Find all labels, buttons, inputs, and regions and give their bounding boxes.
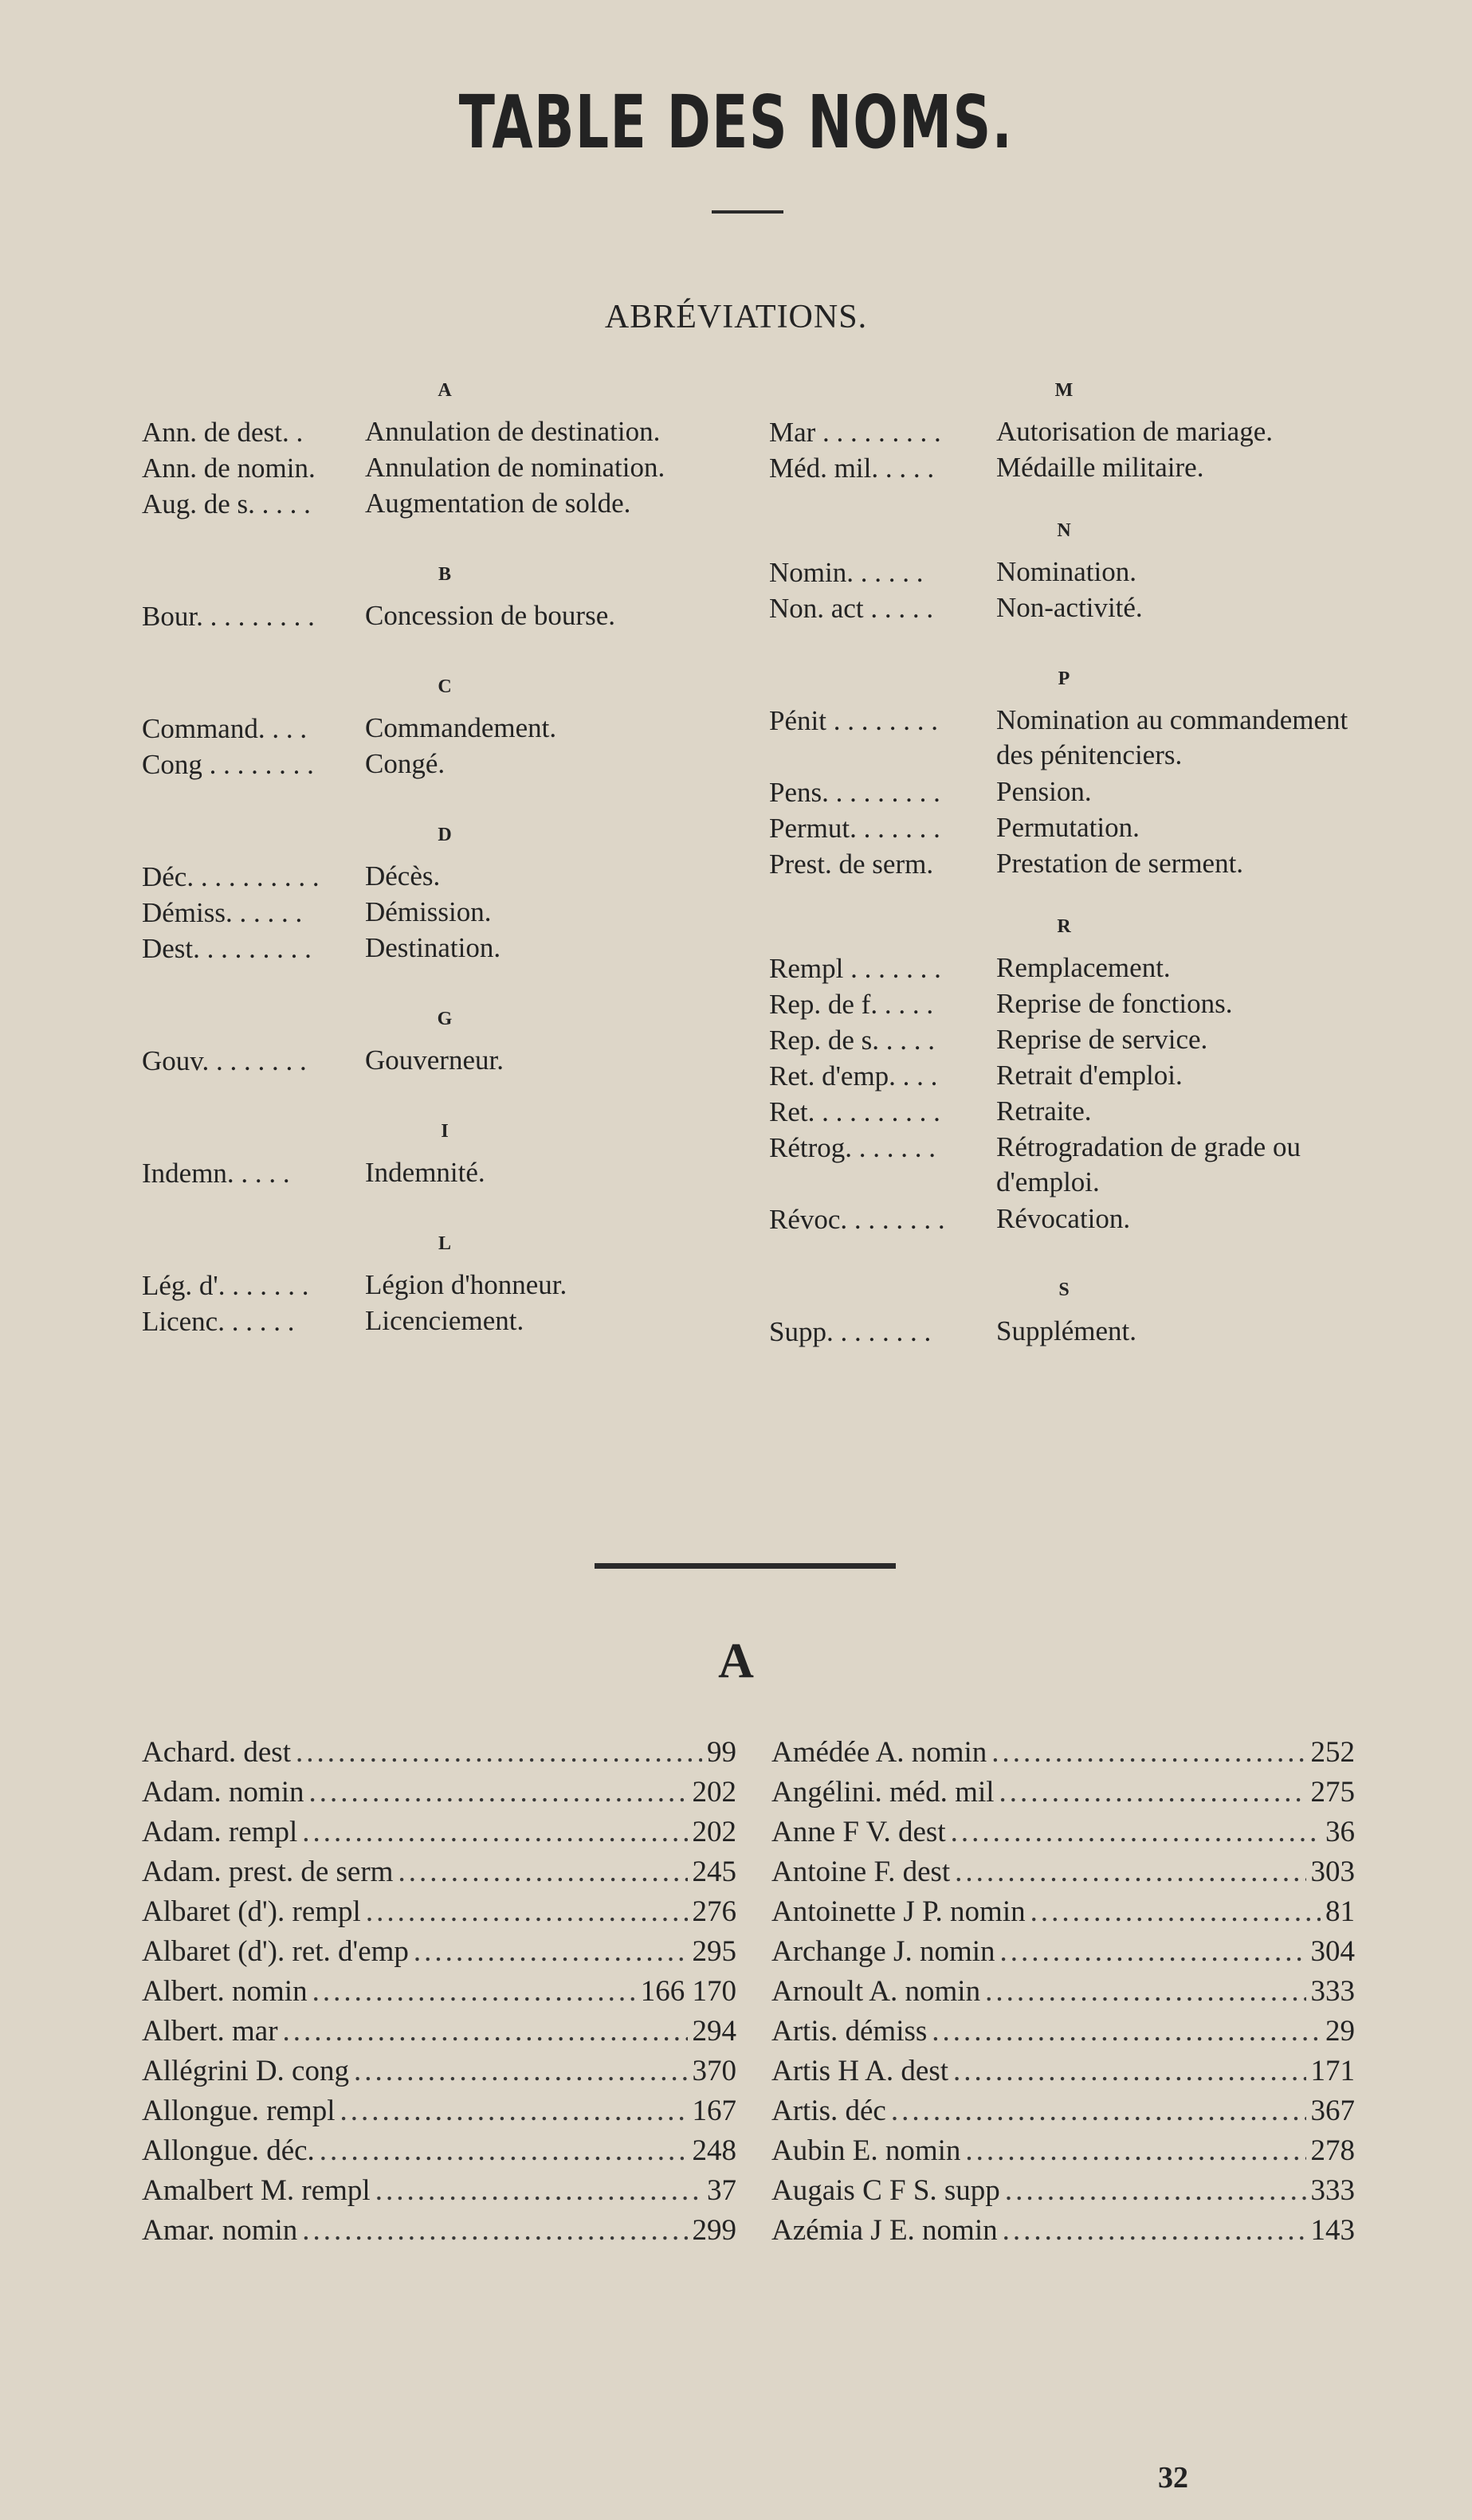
index-entry-page: 36 [1325, 1816, 1355, 1848]
abbreviation-term: Permut. . . . . . . [769, 813, 940, 844]
abbreviation-term: Ret. . . . . . . . . . [769, 1096, 940, 1127]
abbreviation-term: Bour. . . . . . . . . [142, 601, 315, 632]
dot-leader [308, 1773, 687, 1813]
abbreviation-entry [769, 1314, 1359, 1350]
abbreviation-meaning: Congé. [365, 748, 446, 779]
index-entry-name: Albert. nomin [142, 1975, 308, 2008]
dot-leader [375, 2171, 702, 2211]
abbreviation-meaning: Reprise de service. [996, 1024, 1208, 1055]
index-entry-page: 81 [1325, 1895, 1355, 1928]
abbreviation-meaning: Concession de bourse. [365, 600, 615, 631]
index-entry-name: Allongue. rempl [142, 2095, 336, 2127]
abbreviation-meaning: Destination. [365, 932, 501, 963]
abbreviation-meaning: Indemnité. [365, 1157, 485, 1188]
dot-leader [366, 1892, 688, 1932]
index-entry [142, 1773, 736, 1813]
abbreviation-entry [769, 774, 1359, 810]
abbreviation-entry [769, 590, 1359, 626]
index-entry-page: 167 [692, 2095, 736, 2127]
abbreviation-entry [142, 486, 748, 522]
index-entry-page: 276 [692, 1895, 736, 1928]
abbreviation-meaning: Décès. [365, 860, 441, 892]
index-entry [142, 1972, 736, 2012]
index-entry [142, 2052, 736, 2091]
dot-leader [1030, 1892, 1321, 1932]
abbreviation-meaning: Rétrogradation de grade ou d'emploi. [996, 1131, 1301, 1197]
letter-heading-s: S [1058, 1280, 1070, 1300]
abbreviation-term: Aug. de s. . . . . [142, 488, 311, 519]
index-entry-page: 275 [1310, 1776, 1355, 1809]
abbreviation-entry [769, 414, 1359, 450]
index-entry [771, 1972, 1355, 2012]
dot-leader [1005, 2171, 1306, 2211]
index-entry-page: 294 [692, 2015, 736, 2048]
index-entry-page: 333 [1310, 2174, 1355, 2207]
abbreviation-term: Ann. de dest. . [142, 417, 304, 448]
page-title: TABLE DES NOMS. [458, 80, 1014, 165]
index-entry-name: Antoinette J P. nomin [771, 1895, 1026, 1928]
index-right-column [771, 1733, 1355, 2251]
dot-leader [1000, 1932, 1306, 1972]
dot-leader [312, 1972, 636, 2012]
index-entry-name: Allongue. déc. [142, 2134, 315, 2167]
index-entry-page: 143 [1310, 2214, 1355, 2247]
index-entry-page: 202 [692, 1776, 736, 1809]
index-entry-name: Antoine F. dest [771, 1856, 951, 1888]
abbreviation-entry [769, 810, 1359, 846]
abbreviation-entry [142, 859, 748, 895]
dot-leader [398, 1852, 687, 1892]
index-entry-page: 303 [1310, 1856, 1355, 1888]
dot-leader [302, 1813, 687, 1852]
abbreviations-right-column [769, 366, 1359, 1350]
abbreviation-entry [769, 703, 1359, 774]
abbreviations-left-column [142, 366, 748, 1339]
abbreviation-term: Command. . . . [142, 713, 308, 744]
abbreviation-meaning: Commandement. [365, 712, 557, 743]
index-entry-name: Adam. prest. de serm [142, 1856, 394, 1888]
dot-leader [891, 2091, 1306, 2131]
dot-leader [985, 1972, 1305, 2012]
abbreviation-term: Lég. d'. . . . . . . [142, 1270, 309, 1301]
page-number: 32 [1158, 2461, 1188, 2495]
index-entry [771, 1852, 1355, 1892]
abbreviation-entry [769, 950, 1359, 986]
index-entry-page: 171 [1310, 2055, 1355, 2087]
index-entry-page: 29 [1325, 2015, 1355, 2048]
index-entry [771, 2091, 1355, 2131]
dot-leader [932, 2012, 1321, 2052]
abbreviation-entry [142, 598, 748, 634]
index-entry-name: Albaret (d'). rempl [142, 1895, 361, 1928]
abbreviation-term: Méd. mil. . . . . [769, 453, 935, 484]
index-entry [771, 2131, 1355, 2171]
dot-leader [283, 2012, 688, 2052]
abbreviation-meaning: Reprise de fonctions. [996, 988, 1233, 1019]
index-entry-page: 370 [692, 2055, 736, 2087]
abbreviation-entry [142, 931, 748, 966]
abbreviation-meaning: Retraite. [996, 1095, 1092, 1127]
index-entry [142, 1852, 736, 1892]
abbreviation-entry [142, 747, 748, 782]
dot-leader [953, 2052, 1306, 2091]
abbreviation-term: Dest. . . . . . . . . [142, 933, 312, 964]
abbreviation-entry [769, 555, 1359, 590]
abbreviation-entry [769, 986, 1359, 1022]
abbreviation-meaning: Démission. [365, 896, 492, 927]
abbreviation-entry [769, 1022, 1359, 1058]
abbreviation-term: Rétrog. . . . . . . [769, 1132, 936, 1163]
index-entry-name: Artis. démiss [771, 2015, 928, 2048]
index-entry-name: Allégrini D. cong [142, 2055, 349, 2087]
index-entry-page: 245 [692, 1856, 736, 1888]
letter-heading-n: N [1057, 520, 1071, 541]
letter-heading-g: G [437, 1009, 453, 1029]
index-entry [771, 2171, 1355, 2211]
index-entry [142, 2171, 736, 2211]
abbreviation-meaning: Révocation. [996, 1203, 1131, 1234]
index-entry-page: 333 [1310, 1975, 1355, 2008]
dot-leader [1003, 2211, 1306, 2251]
abbreviation-term: Ret. d'emp. . . . [769, 1060, 938, 1091]
index-entry [771, 1773, 1355, 1813]
abbreviation-term: Indemn. . . . . [142, 1158, 290, 1189]
index-entry [142, 2012, 736, 2052]
dot-leader [320, 2131, 688, 2171]
index-entry [771, 1813, 1355, 1852]
section-letter-heading: A [718, 1634, 754, 1688]
index-entry-page: 99 [707, 1736, 736, 1769]
index-entry [142, 1892, 736, 1932]
abbreviation-entry [769, 1130, 1359, 1201]
index-entry-page: 299 [692, 2214, 736, 2247]
letter-heading-p: P [1058, 668, 1070, 689]
abbreviation-meaning: Médaille militaire. [996, 452, 1204, 483]
abbreviation-term: Pénit . . . . . . . . [769, 705, 938, 736]
abbreviations-heading: ABRÉVIATIONS. [604, 299, 868, 335]
abbreviation-term: Rep. de s. . . . . [769, 1025, 936, 1056]
index-entry [771, 2012, 1355, 2052]
abbreviation-entry [142, 711, 748, 747]
title-divider [712, 210, 783, 214]
index-entry-name: Archange J. nomin [771, 1935, 995, 1968]
abbreviation-entry [142, 895, 748, 931]
abbreviation-term: Révoc. . . . . . . . [769, 1204, 945, 1235]
index-entry-page: 252 [1310, 1736, 1355, 1769]
index-entry-name: Achard. dest [142, 1736, 291, 1769]
index-entry-name: Artis H A. dest [771, 2055, 948, 2087]
abbreviation-entry [142, 1043, 748, 1079]
dot-leader [296, 1733, 702, 1773]
abbreviation-term: Déc. . . . . . . . . . [142, 861, 320, 892]
abbreviation-meaning: Nomination au commandement des pénitenciers. [996, 704, 1348, 770]
index-entry-page: 202 [692, 1816, 736, 1848]
index-entry-name: Aubin E. nomin [771, 2134, 961, 2167]
index-entry-name: Azémia J E. nomin [771, 2214, 998, 2247]
abbreviation-term: Démiss. . . . . . [142, 897, 303, 928]
index-entry [142, 2131, 736, 2171]
index-entry-page: 295 [692, 1935, 736, 1968]
index-entry-name: Augais C F S. supp [771, 2174, 1000, 2207]
abbreviation-term: Non. act . . . . . [769, 593, 934, 624]
index-entry-page: 278 [1310, 2134, 1355, 2167]
abbreviation-meaning: Pension. [996, 776, 1092, 807]
abbreviation-entry [142, 1303, 748, 1339]
abbreviation-entry [142, 1268, 748, 1303]
abbreviation-meaning: Légion d'honneur. [365, 1269, 567, 1300]
section-divider [595, 1563, 896, 1569]
index-entry-name: Arnoult A. nomin [771, 1975, 981, 2008]
letter-heading-b: B [438, 564, 451, 585]
index-entry [142, 2091, 736, 2131]
abbreviation-meaning: Augmentation de solde. [365, 488, 631, 519]
abbreviation-meaning: Permutation. [996, 812, 1140, 843]
abbreviation-term: Nomin. . . . . . [769, 557, 924, 588]
abbreviation-meaning: Retrait d'emploi. [996, 1060, 1183, 1091]
abbreviation-entry [769, 1058, 1359, 1094]
index-entry-name: Albaret (d'). ret. d'emp [142, 1935, 409, 1968]
index-left-column [142, 1733, 736, 2251]
index-entry-name: Artis. déc [771, 2095, 886, 2127]
dot-leader [414, 1932, 688, 1972]
abbreviation-meaning: Annulation de destination. [365, 416, 661, 447]
dot-leader [951, 1813, 1321, 1852]
index-entry [771, 1892, 1355, 1932]
abbreviation-entry [769, 1201, 1359, 1237]
abbreviation-term: Supp. . . . . . . . [769, 1316, 932, 1347]
letter-heading-r: R [1057, 916, 1071, 937]
abbreviation-term: Rempl . . . . . . . [769, 953, 941, 984]
abbreviation-meaning: Supplément. [996, 1315, 1136, 1346]
abbreviation-meaning: Annulation de nomination. [365, 452, 665, 483]
abbreviation-meaning: Nomination. [996, 556, 1136, 587]
index-entry [142, 2211, 736, 2251]
index-entry-name: Amédée A. nomin [771, 1736, 987, 1769]
dot-leader [302, 2211, 687, 2251]
letter-heading-i: I [441, 1121, 449, 1142]
dot-leader [999, 1773, 1306, 1813]
dot-leader [955, 1852, 1305, 1892]
abbreviation-entry [142, 450, 748, 486]
abbreviation-meaning: Gouverneur. [365, 1044, 504, 1076]
abbreviation-meaning: Remplacement. [996, 952, 1171, 983]
abbreviation-entry [142, 414, 748, 450]
letter-heading-a: A [438, 380, 452, 401]
index-entry-page: 304 [1310, 1935, 1355, 1968]
index-entry-name: Amalbert M. rempl [142, 2174, 371, 2207]
index-entry [771, 2052, 1355, 2091]
abbreviation-meaning: Licenciement. [365, 1305, 524, 1336]
index-entry [142, 1813, 736, 1852]
letter-heading-c: C [438, 676, 452, 697]
index-entry-name: Amar. nomin [142, 2214, 298, 2247]
index-entry [771, 2211, 1355, 2251]
dot-leader [991, 1733, 1305, 1773]
letter-heading-l: L [438, 1233, 451, 1254]
abbreviation-term: Mar . . . . . . . . . [769, 417, 941, 448]
abbreviation-term: Licenc. . . . . . [142, 1306, 295, 1337]
index-entry-name: Adam. rempl [142, 1816, 298, 1848]
dot-leader [340, 2091, 688, 2131]
index-entry [142, 1932, 736, 1972]
abbreviation-entry [769, 450, 1359, 486]
dot-leader [354, 2052, 688, 2091]
index-entry-name: Angélini. méd. mil [771, 1776, 995, 1809]
abbreviation-term: Gouv. . . . . . . . [142, 1045, 307, 1076]
dot-leader [965, 2131, 1305, 2171]
abbreviation-meaning: Non-activité. [996, 592, 1143, 623]
index-entry-name: Adam. nomin [142, 1776, 304, 1809]
index-entry [142, 1733, 736, 1773]
index-entry-name: Albert. mar [142, 2015, 278, 2048]
abbreviation-entry [769, 846, 1359, 882]
abbreviation-term: Cong . . . . . . . . [142, 749, 314, 780]
abbreviation-term: Rep. de f. . . . . [769, 989, 934, 1020]
letter-heading-m: M [1054, 380, 1074, 401]
index-entry [771, 1733, 1355, 1773]
index-entry-page: 248 [692, 2134, 736, 2167]
abbreviation-meaning: Prestation de serment. [996, 848, 1244, 879]
index-entry-page: 367 [1310, 2095, 1355, 2127]
index-entry [771, 1932, 1355, 1972]
abbreviation-entry [142, 1155, 748, 1191]
index-entry-page: 166 170 [640, 1975, 736, 2008]
abbreviation-entry [769, 1094, 1359, 1130]
abbreviation-term: Prest. de serm. [769, 848, 934, 880]
abbreviation-meaning: Autorisation de mariage. [996, 416, 1273, 447]
abbreviation-term: Pens. . . . . . . . . [769, 777, 940, 808]
index-entry-name: Anne F V. dest [771, 1816, 946, 1848]
abbreviation-term: Ann. de nomin. [142, 453, 316, 484]
letter-heading-d: D [438, 825, 452, 845]
index-entry-page: 37 [707, 2174, 736, 2207]
